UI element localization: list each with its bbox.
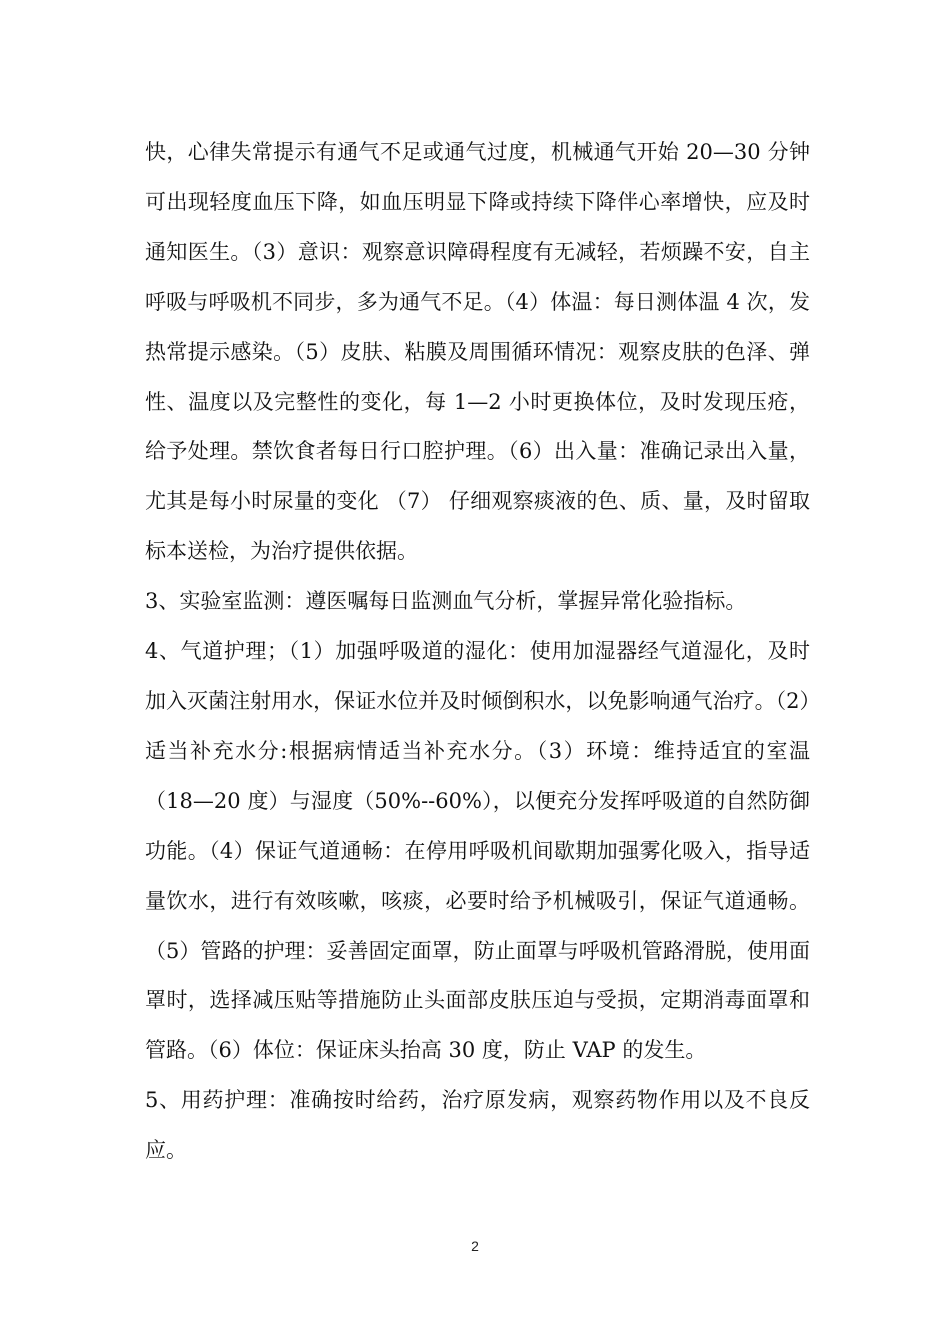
paragraph-airway-care: 4、气道护理；（1）加强呼吸道的湿化：使用加湿器经气道湿化，及时加入灭菌注射用水，保证水位并及时倾倒积水，以免影响通气治疗。（2）适当补充水分:根据病情适当补充水分。（3）环境：维持适宜的室温（18—20 度）与湿度（50%--60%），以便充分发挥呼吸道的自然防御功能。（4）保证气道通畅：在停用呼吸机间歇期加强雾化吸入，指导适量饮水，进行有效咳嗽，咳痰，必要时给予机械吸引，保证气道通畅。（5）管路的护理：妥善固定面罩，防止面罩与呼吸机管路滑脱，使用面罩时，选择减压贴等措施防止头面部皮肤压迫与受损，定期消毒面罩和管路。（6）体位：保证床头抬高 30 度，防止 VAP 的发生。 [145, 639, 810, 1063]
paragraph-medication-care: 5、用药护理：准确按时给药，治疗原发病，观察药物作用以及不良反应。 [145, 1088, 810, 1163]
paragraph-lab-monitoring: 3、实验室监测：遵医嘱每日监测血气分析，掌握异常化验指标。 [145, 589, 747, 614]
body-text [145, 128, 810, 1176]
page-number: 2 [471, 1238, 479, 1254]
paragraph-monitoring: 快，心律失常提示有通气不足或通气过度，机械通气开始 20—30 分钟可出现轻度血压下降，如血压明显下降或持续下降伴心率增快，应及时通知医生。（3）意识：观察意识障碍程度有无减轻，若烦躁不安，自主呼吸与呼吸机不同步，多为通气不足。（4）体温：每日测体温 4 次，发热常提示感染。（5）皮肤、粘膜及周围循环情况：观察皮肤的色泽、弹性、温度以及完整性的变化，每 1—2 小时更换体位，及时发现压疮，给予处理。禁饮食者每日行口腔护理。（6）出入量：准确记录出入量，尤其是每小时尿量的变化 （7） 仔细观察痰液的色、质、量，及时留取标本送检，为治疗提供依据。 [145, 140, 810, 564]
